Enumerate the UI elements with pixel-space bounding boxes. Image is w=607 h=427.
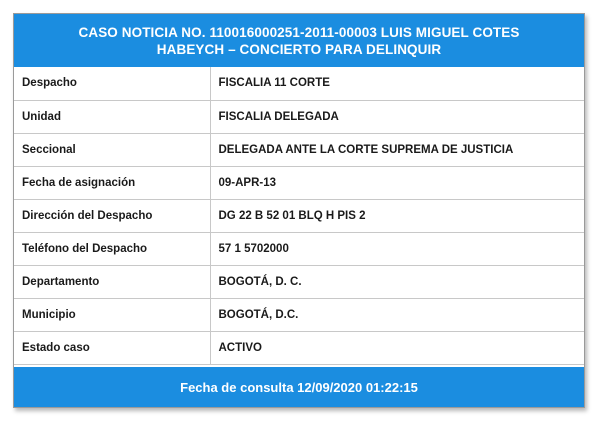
- table-row-estado: [14, 331, 584, 364]
- row-value: BOGOTÁ, D. C.: [210, 265, 584, 298]
- row-label: Teléfono del Despacho: [14, 232, 210, 265]
- consultation-date-text: Fecha de consulta 12/09/2020 01:22:15: [180, 379, 418, 395]
- row-label: Unidad: [14, 100, 210, 133]
- row-label: Estado caso: [14, 331, 210, 364]
- case-header: [14, 14, 584, 67]
- table-row-unidad: [14, 100, 584, 133]
- row-value: DELEGADA ANTE LA CORTE SUPREMA DE JUSTICIA: [210, 133, 584, 166]
- row-label: Dirección del Despacho: [14, 199, 210, 232]
- row-label: Fecha de asignación: [14, 166, 210, 199]
- table-row-departamento: [14, 265, 584, 298]
- row-label: Despacho: [14, 67, 210, 100]
- row-label: Departamento: [14, 265, 210, 298]
- row-value: 57 1 5702000: [210, 232, 584, 265]
- case-title-line-2: HABEYCH – CONCIERTO PARA DELINQUIR: [156, 41, 442, 57]
- table-row-despacho: [14, 67, 584, 100]
- case-info-card: [13, 13, 585, 408]
- case-title-line-1: CASO NOTICIA NO. 110016000251-2011-00003 LUIS MIGUEL COTES: [78, 24, 520, 40]
- consultation-date-footer: [14, 367, 584, 407]
- table-row-seccional: [14, 133, 584, 166]
- row-value: 09-APR-13: [210, 166, 584, 199]
- row-value: ACTIVO: [210, 331, 584, 364]
- case-details-table: [14, 67, 584, 365]
- table-row-telefono: [14, 232, 584, 265]
- row-label: Seccional: [14, 133, 210, 166]
- row-label: Municipio: [14, 298, 210, 331]
- row-value: DG 22 B 52 01 BLQ H PIS 2: [210, 199, 584, 232]
- row-value: BOGOTÁ, D.C.: [210, 298, 584, 331]
- table-row-municipio: [14, 298, 584, 331]
- table-row-fecha-asignacion: [14, 166, 584, 199]
- row-value: FISCALIA 11 CORTE: [210, 67, 584, 100]
- table-row-direccion: [14, 199, 584, 232]
- row-value: FISCALIA DELEGADA: [210, 100, 584, 133]
